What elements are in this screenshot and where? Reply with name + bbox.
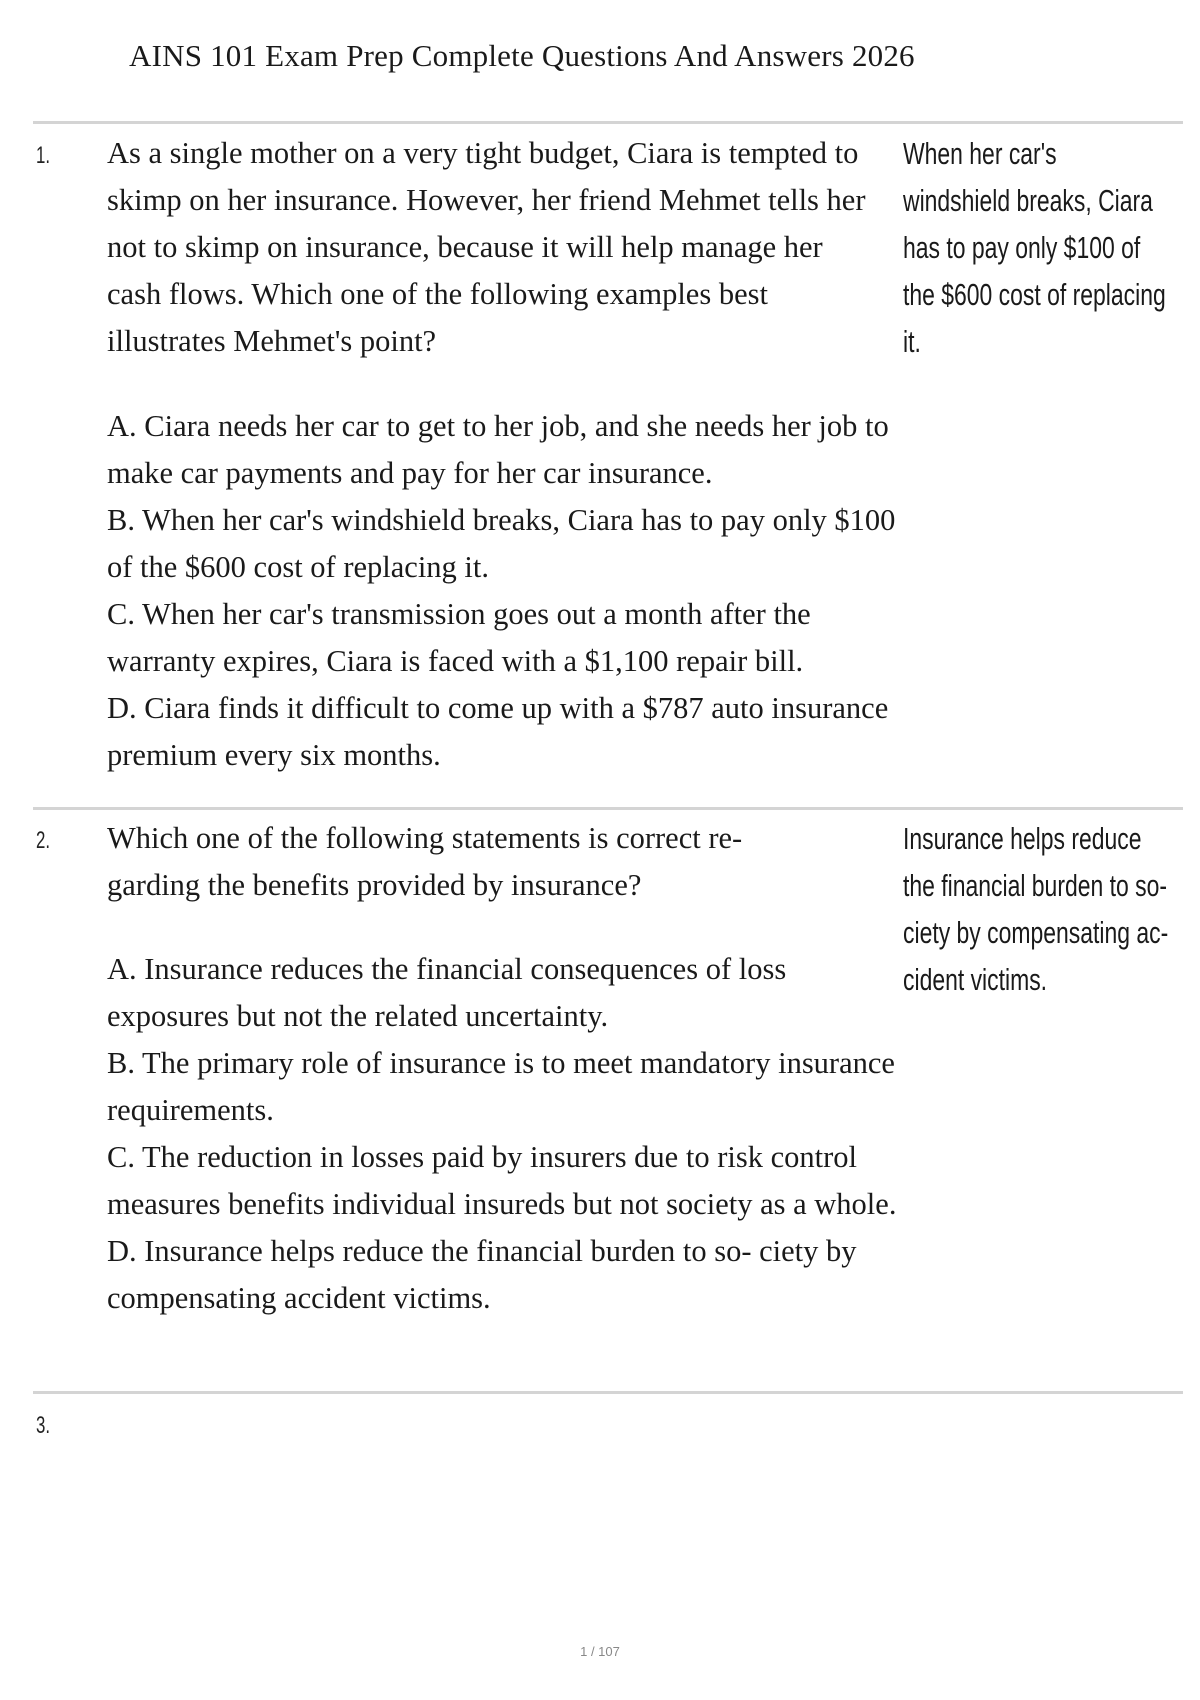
choice-c: C. The reduction in losses paid by insurers due to risk control measures benefits individual insureds but not society as a whole. xyxy=(107,1140,897,1221)
choice-d: D. Ciara finds it difficult to come up with a $787 auto insurance premium every six months. xyxy=(107,691,889,772)
document-title: AINS 101 Exam Prep Complete Questions And Answers 2026 xyxy=(129,38,915,73)
choice-b: B. The primary role of insurance is to meet mandatory insurance requirements. xyxy=(107,1046,895,1127)
choice-d: D. Insurance helps reduce the financial burden to so- ciety by compensating accident victims. xyxy=(107,1234,857,1315)
question-text: As a single mother on a very tight budget, Ciara is tempted to skimp on her insurance. However, her friend Mehmet tells her not to skimp on insurance, because it will help manage her cash flows. Which one of the following examples best illustrates Mehmet's point? xyxy=(107,136,866,358)
answer-choices xyxy=(107,403,897,779)
divider xyxy=(33,1391,1183,1394)
question-number: 3. xyxy=(36,1412,51,1439)
divider xyxy=(33,121,1183,124)
choice-c: C. When her car's transmission goes out a month after the warranty expires, Ciara is faced with a $1,100 repair bill. xyxy=(107,597,811,678)
choice-a: A. Ciara needs her car to get to her job, and she needs her job to make car payments and pay for her car insurance. xyxy=(107,409,889,490)
divider xyxy=(33,807,1183,810)
answer-choices xyxy=(107,946,907,1322)
answer-text: Insurance helps reduce the financial burden to so- ciety by compensating ac- cident victims. xyxy=(903,821,1169,997)
question-text: Which one of the following statements is correct re- garding the benefits provided by insurance? xyxy=(107,821,743,902)
choice-b: B. When her car's windshield breaks, Ciara has to pay only $100 of the $600 cost of replacing it. xyxy=(107,503,896,584)
page-indicator: 1 / 107 xyxy=(580,1644,620,1659)
question-number: 2. xyxy=(36,827,51,854)
choice-a: A. Insurance reduces the financial consequences of loss exposures but not the related uncertainty. xyxy=(107,952,787,1033)
question-number: 1. xyxy=(36,142,51,169)
answer-text: When her car's windshield breaks, Ciara has to pay only $100 of the $600 cost of replacing it. xyxy=(903,136,1166,359)
